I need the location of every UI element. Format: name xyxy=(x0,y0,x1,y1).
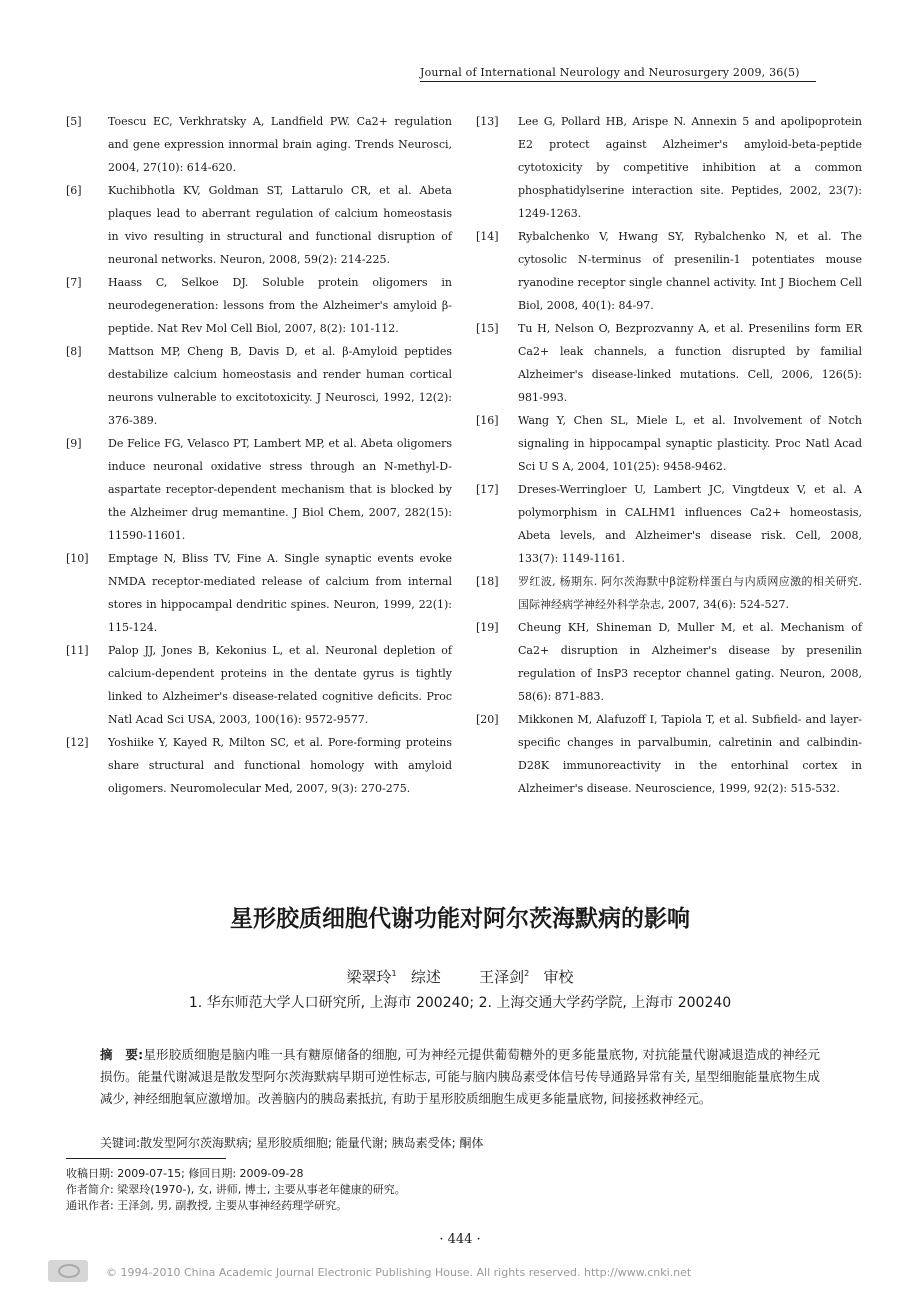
reference-item xyxy=(476,317,862,409)
reference-number: [16] xyxy=(476,414,499,427)
author-line xyxy=(0,966,920,987)
abstract xyxy=(100,1044,820,1110)
author-bio: 作者简介: 梁翠玲(1970-), 女, 讲师, 博士, 主要从事老年健康的研究。 xyxy=(66,1183,406,1196)
reference-text: Palop JJ, Jones B, Kekonius L, et al. Neuronal depletion of calcium-dependent proteins in the dentate gyrus is tightly linked to Alzheimer's disease-related cognitive deficits. Proc Natl Acad Sci USA, 2003, 100(16): 9572-9577. xyxy=(108,644,452,726)
reference-text: Wang Y, Chen SL, Miele L, et al. Involvement of Notch signaling in hippocampal synaptic plasticity. Proc Natl Acad Sci U S A, 2004, 101(25): 9458-9462. xyxy=(518,414,862,473)
reference-list-right xyxy=(476,110,862,800)
affiliation-mark: 1 xyxy=(391,969,397,978)
reference-text: 罗红波, 杨期东. 阿尔茨海默中β淀粉样蛋白与内质网应激的相关研究. 国际神经病学神经外科学杂志, 2007, 34(6): 524-527. xyxy=(518,575,862,611)
reference-item xyxy=(476,708,862,800)
author-role: 审校 xyxy=(543,968,574,986)
keywords-text: 散发型阿尔茨海默病; 星形胶质细胞; 能量代谢; 胰岛素受体; 酮体 xyxy=(140,1136,484,1150)
reference-item xyxy=(66,432,452,547)
reference-number: [11] xyxy=(66,644,89,657)
reference-number: [10] xyxy=(66,552,89,565)
reference-number: [20] xyxy=(476,713,499,726)
reference-text: Mikkonen M, Alafuzoff I, Tapiola T, et al. Subfield- and layer-specific changes in parvalbumin, calretinin and calbindin-D28K immunoreactivity in the entorhinal cortex in Alzheimer's disease. Neuroscience, 1999, 92(2): 515-532. xyxy=(518,713,862,795)
reference-text: Dreses-Werringloer U, Lambert JC, Vingtdeux V, et al. A polymorphism in CALHM1 influences Ca2+ homeostasis, Abeta levels, and Alzheimer's disease risk. Cell, 2008, 133(7): 1149-1161. xyxy=(518,483,862,565)
reference-item xyxy=(66,179,452,271)
reference-text: Kuchibhotla KV, Goldman ST, Lattarulo CR, et al. Abeta plaques lead to aberrant regulation of calcium homeostasis in vivo resulting in structural and functional disruption of neuronal networks. Neuron, 2008, 59(2): 214-225. xyxy=(108,184,452,266)
cnki-logo-icon xyxy=(48,1260,88,1282)
running-head: Journal of International Neurology and Neurosurgery 2009, 36(5) xyxy=(420,66,816,82)
reference-number: [14] xyxy=(476,230,499,243)
reference-text: Cheung KH, Shineman D, Muller M, et al. Mechanism of Ca2+ disruption in Alzheimer's disease by presenilin regulation of InsP3 receptor channel gating. Neuron, 2008, 58(6): 871-883. xyxy=(518,621,862,703)
reference-item xyxy=(476,110,862,225)
reference-text: Mattson MP, Cheng B, Davis D, et al. β-Amyloid peptides destabilize calcium homeostasis and render human cortical neurons vulnerable to excitotoxicity. J Neurosci, 1992, 12(2): 376-389. xyxy=(108,345,452,427)
reference-number: [5] xyxy=(66,115,82,128)
reference-number: [8] xyxy=(66,345,82,358)
reference-text: De Felice FG, Velasco PT, Lambert MP, et al. Abeta oligomers induce neuronal oxidative stress through an N-methyl-D-aspartate receptor-dependent mechanism that is blocked by the Alzheimer drug memantine. J Biol Chem, 2007, 282(15): 11590-11601. xyxy=(108,437,452,542)
reference-text: Toescu EC, Verkhratsky A, Landfield PW. Ca2+ regulation and gene expression innormal brain aging. Trends Neurosci, 2004, 27(10): 614-620. xyxy=(108,115,452,174)
reference-number: [12] xyxy=(66,736,89,749)
affiliation-mark: 2 xyxy=(524,969,530,978)
footnote-divider xyxy=(66,1158,226,1159)
reference-text: Rybalchenko V, Hwang SY, Rybalchenko N, et al. The cytosolic N-terminus of presenilin-1 potentiates mouse ryanodine receptor single channel activity. Int J Biochem Cell Biol, 2008, 40(1): 84-97. xyxy=(518,230,862,312)
affiliations: 1. 华东师范大学人口研究所, 上海市 200240; 2. 上海交通大学药学院, 上海市 200240 xyxy=(188,995,732,1011)
reference-item xyxy=(66,547,452,639)
reference-item xyxy=(476,409,862,478)
page-number: · 444 · xyxy=(439,1232,481,1247)
reference-item xyxy=(476,616,862,708)
reference-number: [6] xyxy=(66,184,82,197)
keywords xyxy=(100,1134,820,1151)
reference-item xyxy=(66,731,452,800)
reference-item xyxy=(66,110,452,179)
author-name: 梁翠玲 xyxy=(346,968,392,986)
reference-number: [18] xyxy=(476,575,499,588)
reference-item xyxy=(476,225,862,317)
reference-item xyxy=(66,340,452,432)
author-name: 王泽剑 xyxy=(479,968,525,986)
reference-number: [19] xyxy=(476,621,499,634)
reference-number: [13] xyxy=(476,115,499,128)
abstract-label: 摘 要: xyxy=(100,1047,144,1062)
reference-text: Emptage N, Bliss TV, Fine A. Single synaptic events evoke NMDA receptor-mediated release of calcium from internal stores in hippocampal dendritic spines. Neuron, 1999, 22(1): 115-124. xyxy=(108,552,452,634)
reference-number: [17] xyxy=(476,483,499,496)
reference-number: [15] xyxy=(476,322,499,335)
abstract-text: 星形胶质细胞是脑内唯一具有糖原储备的细胞, 可为神经元提供葡萄糖外的更多能量底物, 对抗能量代谢减退造成的神经元损伤。能量代谢减退是散发型阿尔茨海默病早期可逆性标志, 可能与脑内胰岛素受体信号传导通路异常有关, 星型细胞能量底物生成减少, 神经细胞氧应激增加。改善脑内的胰岛素抵抗, 有助于星形胶质细胞生成更多能量底物, 间接拯救神经元。 xyxy=(100,1047,820,1106)
reference-item xyxy=(476,570,862,616)
reference-text: Yoshiike Y, Kayed R, Milton SC, et al. Pore-forming proteins share structural and functional homology with amyloid oligomers. Neuromolecular Med, 2007, 9(3): 270-275. xyxy=(108,736,452,795)
copyright-footer xyxy=(48,1258,908,1286)
received-date: 收稿日期: 2009-07-15; 修回日期: 2009-09-28 xyxy=(66,1167,304,1180)
footnotes xyxy=(66,1166,826,1214)
copyright-text: © 1994-2010 China Academic Journal Electronic Publishing House. All rights reserved. http://www.cnki.net xyxy=(106,1266,692,1279)
corresponding-author: 通讯作者: 王泽剑, 男, 副教授, 主要从事神经药理学研究。 xyxy=(66,1199,348,1212)
reference-text: Haass C, Selkoe DJ. Soluble protein oligomers in neurodegeneration: lessons from the Alzheimer's amyloid β-peptide. Nat Rev Mol Cell Biol, 2007, 8(2): 101-112. xyxy=(108,276,452,335)
reference-item xyxy=(66,271,452,340)
article-title: 星形胶质细胞代谢功能对阿尔茨海默病的影响 xyxy=(230,906,690,932)
reference-text: Lee G, Pollard HB, Arispe N. Annexin 5 and apolipoprotein E2 protect against Alzheimer's amyloid-beta-peptide cytotoxicity by competitive inhibition at a common phosphatidylserine interaction site. Peptides, 2002, 23(7): 1249-1263. xyxy=(518,115,862,220)
author-role: 综述 xyxy=(410,968,441,986)
keywords-label: 关键词: xyxy=(100,1136,141,1150)
reference-number: [9] xyxy=(66,437,82,450)
reference-list-left xyxy=(66,110,452,800)
reference-item xyxy=(476,478,862,570)
reference-item xyxy=(66,639,452,731)
reference-text: Tu H, Nelson O, Bezprozvanny A, et al. Presenilins form ER Ca2+ leak channels, a function disrupted by familial Alzheimer's disease-linked mutations. Cell, 2006, 126(5): 981-993. xyxy=(518,322,862,404)
reference-number: [7] xyxy=(66,276,82,289)
